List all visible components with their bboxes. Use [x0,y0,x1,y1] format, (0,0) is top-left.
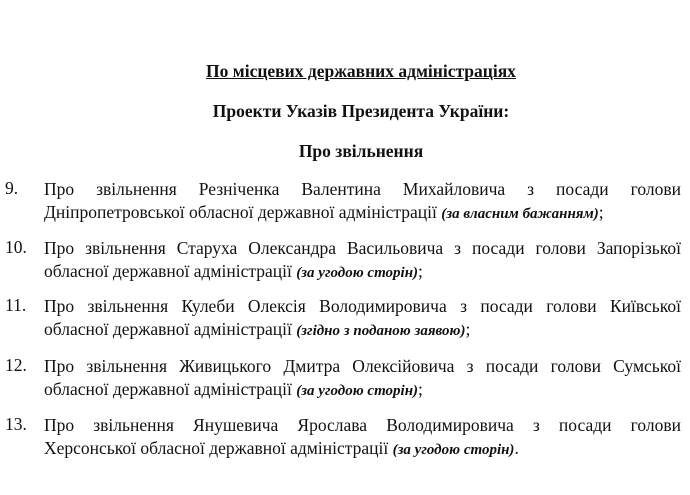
item-text: Херсонської обласної державної адміністрації [44,438,393,458]
item-text-line2 [44,378,681,403]
item-text-line1: Про звільнення Старуха Олександра Васильовича з посади голови Запорізької [44,238,681,258]
item-end: . [514,438,519,458]
item-text: Дніпропетровської обласної державної адміністрації [44,202,442,222]
item-number: 13. [5,414,27,434]
item-text-line1: Про звільнення Резніченка Валентина Михайловича з посади голови [44,179,681,199]
list-item [5,237,681,285]
document-subtitle: Проекти Указів Президента України: [212,101,510,121]
item-end: ; [418,261,423,281]
list-item [5,355,681,403]
item-number: 11. [5,295,27,315]
item-end: ; [418,379,423,399]
item-text: обласної державної адміністрації [44,379,297,399]
item-text-line2 [44,437,681,462]
item-number: 9. [5,178,19,198]
section-heading: По місцевих державних адміністраціях [206,61,516,81]
item-text-line1: Про звільнення Кулеби Олексія Володимировича з посади голови Київської [44,296,681,316]
item-text-line1: Про звільнення Живицького Дмитра Олексійовича з посади голови Сумської [44,356,681,376]
item-reason: (за угодою сторін) [296,265,419,281]
list-item [5,178,681,226]
item-text-line2 [44,318,681,343]
topic-heading: Про звільнення [298,141,424,161]
item-text-line2 [44,260,681,285]
item-number: 10. [5,237,27,257]
item-reason: (за власним бажанням) [441,206,599,222]
item-reason: (згідно з поданою заявою) [296,323,466,339]
list-item [5,414,681,462]
item-reason: (за угодою сторін) [392,442,515,458]
item-text-line1: Про звільнення Янушевича Ярослава Володимировича з посади голови [44,415,681,435]
item-end: ; [465,319,471,339]
list-item [5,295,681,343]
item-text: обласної державної адміністрації [44,261,297,281]
item-text: обласної державної адміністрації [44,319,297,339]
item-text-line2 [44,201,681,226]
item-number: 12. [5,355,27,375]
item-reason: (за угодою сторін) [296,383,419,399]
item-end: ; [598,202,604,222]
